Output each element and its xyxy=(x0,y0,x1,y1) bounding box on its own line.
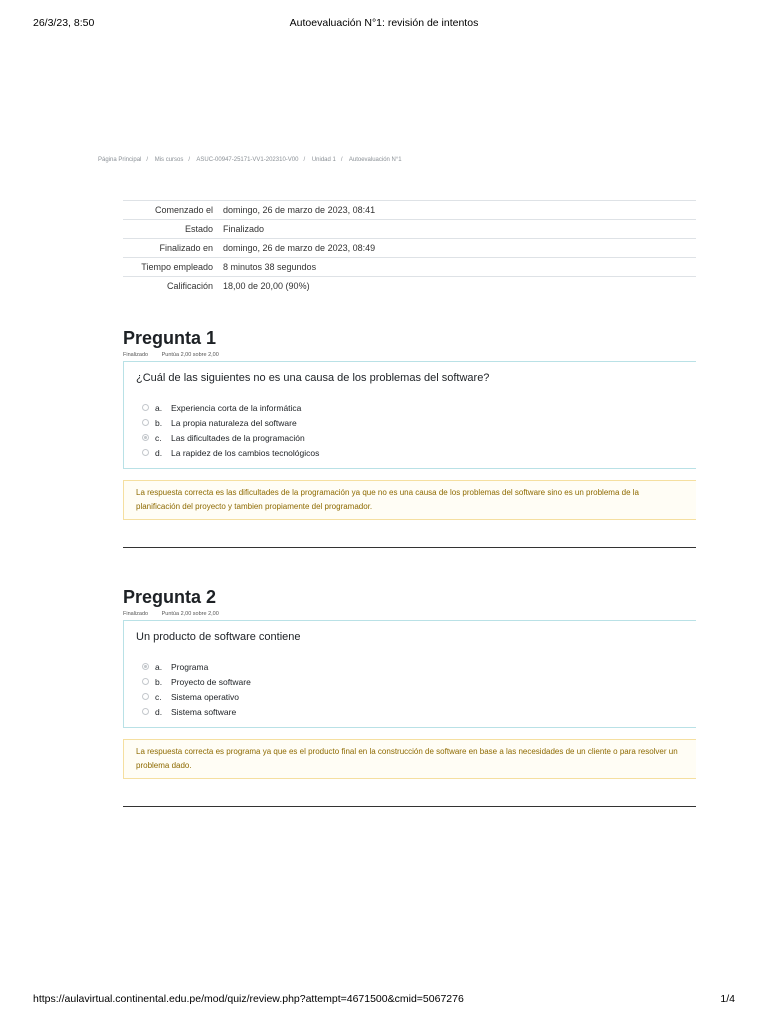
answer-label: Programa xyxy=(171,661,209,672)
answer-label: Las dificultades de la programación xyxy=(171,432,305,443)
answer-letter: d. xyxy=(155,447,163,458)
summary-value: domingo, 26 de marzo de 2023, 08:41 xyxy=(219,201,696,220)
summary-key: Estado xyxy=(123,220,219,239)
question-divider xyxy=(123,806,696,807)
answer-option[interactable] xyxy=(136,445,684,460)
radio-button-selected[interactable] xyxy=(142,434,149,441)
answer-option[interactable] xyxy=(136,430,684,445)
question-meta xyxy=(123,611,696,617)
question-box xyxy=(123,361,696,469)
question-score: Puntúa 2,00 sobre 2,00 xyxy=(161,352,219,358)
answer-label: Sistema software xyxy=(171,706,237,717)
answer-letter: b. xyxy=(155,417,163,428)
question-title: Pregunta 1 xyxy=(123,328,217,348)
question-state: Finalizado xyxy=(123,611,149,617)
summary-value: domingo, 26 de marzo de 2023, 08:49 xyxy=(219,239,696,258)
summary-row xyxy=(123,201,696,220)
summary-key: Comenzado el xyxy=(123,201,219,220)
answer-letter: c. xyxy=(155,691,162,702)
print-page-number: 1/4 xyxy=(720,993,735,1005)
radio-button[interactable] xyxy=(142,693,149,700)
question-feedback: La respuesta correcta es las dificultades de la programación ya que no es una causa de los problemas del software sino es un problema de la planificación del proyecto y tambien propiamente del programador. xyxy=(123,480,696,520)
answer-label: Experiencia corta de la informática xyxy=(171,402,302,413)
answer-letter: c. xyxy=(155,432,162,443)
print-url: https://aulavirtual.continental.edu.pe/mod/quiz/review.php?attempt=4671500&cmid=5067276 xyxy=(33,993,464,1005)
answer-option[interactable] xyxy=(136,659,684,674)
answer-letter: a. xyxy=(155,661,163,672)
breadcrumb-course[interactable]: ASUC-00947-25171-VV1-202310-V00 xyxy=(196,157,299,163)
summary-value: Finalizado xyxy=(219,220,696,239)
answer-label: La rapidez de los cambios tecnológicos xyxy=(171,447,320,458)
question-text: Un producto de software contiene xyxy=(136,631,301,643)
radio-button[interactable] xyxy=(142,449,149,456)
radio-button[interactable] xyxy=(142,678,149,685)
summary-row xyxy=(123,239,696,258)
answer-option[interactable] xyxy=(136,704,684,719)
print-datetime: 26/3/23, 8:50 xyxy=(33,17,95,29)
answer-option[interactable] xyxy=(136,400,684,415)
radio-button-selected[interactable] xyxy=(142,663,149,670)
question-box xyxy=(123,620,696,728)
summary-value: 8 minutos 38 segundos xyxy=(219,258,696,277)
answer-letter: a. xyxy=(155,402,163,413)
question-1 xyxy=(123,327,696,520)
question-2 xyxy=(123,586,696,779)
answer-option[interactable] xyxy=(136,415,684,430)
breadcrumb: Página Principal / Mis cursos / ASUC-00947-25171-VV1-202310-V00 / Unidad 1 / Autoevaluación N°1 xyxy=(98,157,402,163)
answer-label: La propia naturaleza del software xyxy=(171,417,297,428)
question-score: Puntúa 2,00 sobre 2,00 xyxy=(161,611,219,617)
question-title: Pregunta 2 xyxy=(123,587,217,607)
answer-letter: d. xyxy=(155,706,163,717)
question-meta xyxy=(123,352,696,358)
answer-option[interactable] xyxy=(136,689,684,704)
summary-row xyxy=(123,277,696,296)
summary-row xyxy=(123,220,696,239)
print-title: Autoevaluación N°1: revisión de intentos xyxy=(289,17,479,29)
summary-key: Calificación xyxy=(123,277,219,296)
question-state: Finalizado xyxy=(123,352,149,358)
breadcrumb-quiz[interactable]: Autoevaluación N°1 xyxy=(348,157,402,163)
summary-row xyxy=(123,258,696,277)
radio-button[interactable] xyxy=(142,419,149,426)
question-divider xyxy=(123,547,696,548)
question-text: ¿Cuál de las siguientes no es una causa de los problemas del software? xyxy=(136,372,490,384)
breadcrumb-home[interactable]: Página Principal xyxy=(98,157,142,163)
summary-value: 18,00 de 20,00 (90%) xyxy=(219,277,696,296)
answer-label: Proyecto de software xyxy=(171,676,251,687)
answer-letter: b. xyxy=(155,676,163,687)
answer-label: Sistema operativo xyxy=(171,691,240,702)
answer-option[interactable] xyxy=(136,674,684,689)
radio-button[interactable] xyxy=(142,708,149,715)
radio-button[interactable] xyxy=(142,404,149,411)
breadcrumb-unit[interactable]: Unidad 1 xyxy=(311,157,336,163)
question-feedback: La respuesta correcta es programa ya que es el producto final en la construcción de software en base a las necesidades de un cliente o para resolver un problema dado. xyxy=(123,739,696,779)
breadcrumb-my-courses[interactable]: Mis cursos xyxy=(154,157,184,163)
attempt-summary-table xyxy=(123,200,696,295)
summary-key: Finalizado en xyxy=(123,239,219,258)
summary-key: Tiempo empleado xyxy=(123,258,219,277)
